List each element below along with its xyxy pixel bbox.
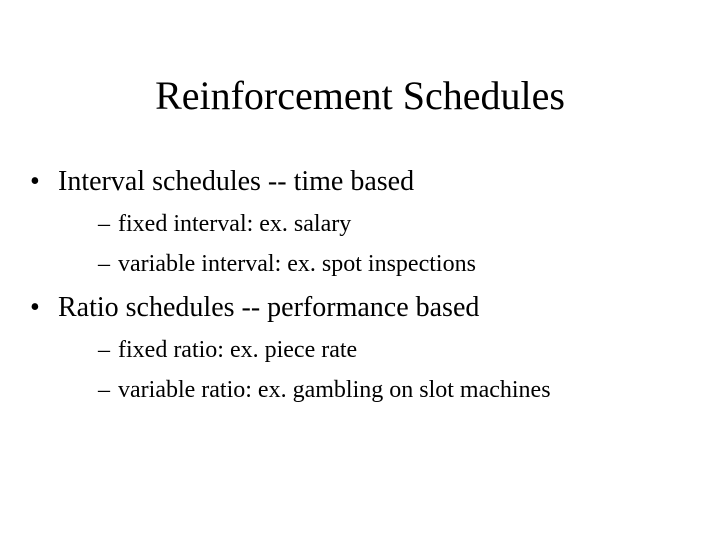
- sub-bullet-item: [98, 210, 351, 238]
- sub-bullet-item: [98, 336, 357, 364]
- slide-title: Reinforcement Schedules: [155, 73, 565, 118]
- sub-bullet-marker: –: [98, 337, 110, 363]
- sub-bullet-marker: –: [98, 377, 110, 403]
- sub-bullet-text: variable ratio: ex. gambling on slot machines: [118, 377, 551, 403]
- sub-bullet-item: [98, 250, 476, 278]
- bullet-item: [30, 166, 414, 198]
- bullet-marker: •: [30, 292, 40, 323]
- sub-bullet-marker: –: [98, 211, 110, 237]
- sub-bullet-text: variable interval: ex. spot inspections: [118, 251, 476, 277]
- sub-bullet-item: [98, 376, 551, 404]
- bullet-item: [30, 292, 479, 324]
- bullet-text: Interval schedules -- time based: [58, 166, 415, 197]
- sub-bullet-text: fixed ratio: ex. piece rate: [118, 337, 358, 363]
- sub-bullet-text: fixed interval: ex. salary: [118, 211, 352, 237]
- sub-bullet-marker: –: [98, 251, 110, 277]
- bullet-text: Ratio schedules -- performance based: [58, 292, 480, 323]
- bullet-marker: •: [30, 166, 40, 197]
